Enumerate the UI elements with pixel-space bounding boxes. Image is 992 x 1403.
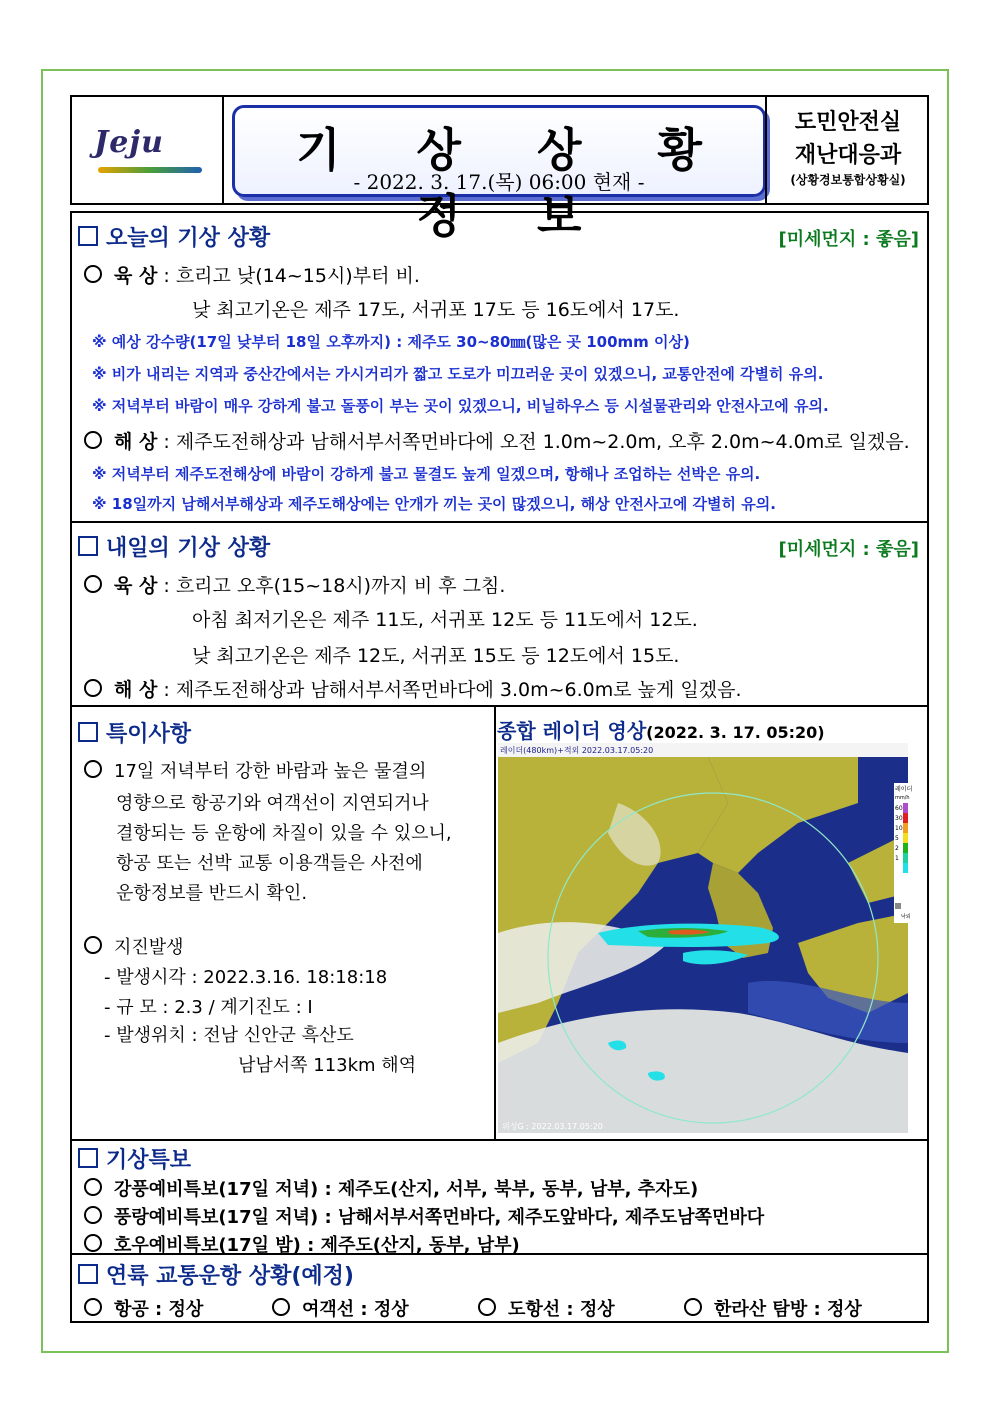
- jeju-logo: Jeju: [94, 125, 164, 160]
- checkbox-square-icon: [78, 226, 98, 246]
- legend-lightning: 낙뢰: [901, 914, 911, 920]
- tomorrow-heading: 내일의 기상 상황: [78, 531, 270, 562]
- column-divider: [494, 707, 496, 1141]
- page-title: 기 상 상 황 정 보: [296, 123, 732, 243]
- logo-box: [72, 97, 224, 203]
- legend-value-5: 5: [895, 835, 899, 842]
- today-note-sea: ※ 저녁부터 제주도전해상에 바람이 강하게 불고 물결도 높게 일겠으며, 항해나 조업하는 선박은 유의.: [92, 465, 761, 483]
- circle-bullet-icon: [84, 431, 102, 449]
- circle-bullet-icon: [272, 1298, 290, 1316]
- legend-value-10: 10: [895, 825, 903, 832]
- warning-wind: 강풍예비특보(17일 저녁) : 제주도(산지, 서부, 북부, 동부, 남부, 추자도): [84, 1175, 698, 1201]
- circle-bullet-icon: [84, 1234, 102, 1252]
- special-text-2: 영향으로 항공기와 여객선이 지연되거나: [116, 793, 429, 814]
- circle-bullet-icon: [84, 1206, 102, 1224]
- today-note-visibility: ※ 비가 내리는 지역과 중산간에서는 가시거리가 짧고 도로가 미끄러운 곳이 있겠으니, 교통안전에 각별히 유의.: [92, 365, 824, 383]
- legend-title: 레이더: [895, 786, 913, 793]
- checkbox-square-icon: [78, 722, 98, 742]
- legend-value-1: 1: [895, 855, 899, 862]
- tomorrow-section: [70, 521, 929, 707]
- warnings-section: [70, 1139, 929, 1255]
- tomorrow-sea-line: 해 상 : 제주도전해상과 남해서부서쪽먼바다에 3.0m~6.0m로 높게 일겠음.: [84, 675, 742, 702]
- special-text-5: 운항정보를 반드시 확인.: [116, 883, 308, 904]
- report-date: - 2022. 3. 17.(목) 06:00 현재 -: [353, 170, 645, 194]
- traffic-island-ferry: 도항선 : 정상: [478, 1295, 615, 1321]
- radar-image: [498, 743, 913, 1133]
- tomorrow-dust: [미세먼지 : 좋음]: [778, 539, 919, 560]
- circle-bullet-icon: [478, 1298, 496, 1316]
- warning-waves: 풍랑예비특보(17일 저녁) : 남해서부서쪽먼바다, 제주도앞바다, 제주도남쪽먼바다: [84, 1203, 764, 1229]
- checkbox-square-icon: [78, 1264, 98, 1284]
- circle-bullet-icon: [84, 936, 102, 954]
- circle-bullet-icon: [84, 760, 102, 778]
- logo-underline: [98, 167, 202, 173]
- special-text-1: 17일 저녁부터 강한 바람과 높은 물결의: [84, 757, 426, 783]
- circle-bullet-icon: [684, 1298, 702, 1316]
- title-box: [232, 105, 766, 243]
- department-box: [765, 97, 929, 203]
- today-note-fog: ※ 18일까지 남해서부해상과 제주도해상에는 안개가 끼는 곳이 많겠으니, 해상 안전사고에 각별히 유의.: [92, 495, 776, 513]
- today-note-rainfall: ※ 예상 강수량(17일 낮부터 18일 오후까지) : 제주도 30~80㎜(많은 곳 100mm 이상): [92, 333, 690, 351]
- special-section: [70, 705, 929, 1141]
- checkbox-square-icon: [78, 536, 98, 556]
- traffic-section: [70, 1253, 929, 1323]
- special-text-4: 항공 또는 선박 교통 이용객들은 사전에: [116, 853, 423, 874]
- quake-location-detail: 남남서쪽 113km 해역: [238, 1055, 417, 1076]
- tomorrow-land-line3: 낮 최고기온은 제주 12도, 서귀포 15도 등 12도에서 15도.: [192, 645, 680, 667]
- today-land-line1: 육 상 : 흐리고 낮(14~15시)부터 비.: [84, 261, 420, 288]
- traffic-air: 항공 : 정상: [84, 1295, 203, 1321]
- tomorrow-land-line2: 아침 최저기온은 제주 11도, 서귀포 12도 등 11도에서 12도.: [192, 609, 698, 631]
- legend-value-60: 60: [895, 805, 903, 812]
- radar-label-top: 레이더(480km)+적외 2022.03.17.05:20: [500, 746, 654, 755]
- office-name: (상황경보통합상황실): [790, 173, 906, 187]
- warning-rain: 호우예비특보(17일 밤) : 제주도(산지, 동부, 남부): [84, 1231, 520, 1257]
- circle-bullet-icon: [84, 1178, 102, 1196]
- legend-unit: mm/h: [895, 795, 910, 801]
- radar-label-bottom: 위성G : 2022.03.17.05:20: [502, 1122, 603, 1131]
- special-text-3: 결항되는 등 운항에 차질이 있을 수 있으니,: [116, 823, 452, 844]
- department-name: 도민안전실: [794, 110, 902, 135]
- radar-title: 종합 레이더 영상(2022. 3. 17. 05:20): [497, 719, 825, 743]
- quake-magnitude: - 규 모 : 2.3 / 계기진도 : Ⅰ: [104, 997, 313, 1018]
- legend-value-2: 2: [895, 845, 899, 852]
- today-sea-line: 해 상 : 제주도전해상과 남해서부서쪽먼바다에 오전 1.0m~2.0m, 오후 2.0m~4.0m로 일겠음.: [84, 427, 910, 454]
- circle-bullet-icon: [84, 265, 102, 283]
- today-heading: 오늘의 기상 상황: [78, 221, 270, 252]
- legend-value-30: 30: [895, 815, 903, 822]
- quake-title: 지진발생: [84, 933, 184, 959]
- circle-bullet-icon: [84, 575, 102, 593]
- today-land-line2: 낮 최고기온은 제주 17도, 서귀포 17도 등 16도에서 17도.: [192, 299, 680, 321]
- radar-map-graphic: [498, 743, 913, 1133]
- today-note-wind: ※ 저녁부터 바람이 매우 강하게 불고 돌풍이 부는 곳이 있겠으니, 비닐하우스 등 시설물관리와 안전사고에 유의.: [92, 397, 829, 415]
- division-name: 재난대응과: [794, 143, 902, 168]
- circle-bullet-icon: [84, 1298, 102, 1316]
- traffic-ferry: 여객선 : 정상: [272, 1295, 409, 1321]
- today-section: [70, 211, 929, 523]
- checkbox-square-icon: [78, 1148, 98, 1168]
- traffic-heading: 연륙 교통운항 상황(예정): [78, 1259, 354, 1290]
- special-heading: 특이사항: [78, 717, 191, 748]
- traffic-hallasan: 한라산 탐방 : 정상: [684, 1295, 862, 1321]
- tomorrow-land-line1: 육 상 : 흐리고 오후(15~18시)까지 비 후 그침.: [84, 571, 505, 598]
- quake-time: - 발생시각 : 2022.3.16. 18:18:18: [104, 967, 388, 988]
- today-dust: [미세먼지 : 좋음]: [778, 229, 919, 250]
- circle-bullet-icon: [84, 679, 102, 697]
- quake-location: - 발생위치 : 전남 신안군 흑산도: [104, 1025, 354, 1046]
- warnings-heading: 기상특보: [78, 1143, 191, 1174]
